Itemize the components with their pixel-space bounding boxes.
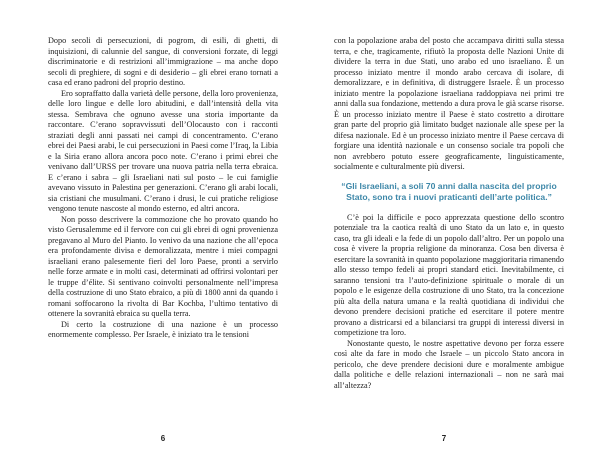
paragraph: con la popolazione araba del posto che accampava diritti sulla stessa terra, e che, tragicamente, rifiutò la proposta delle Nazioni Unite di dividere la terra in due Stati, uno arabo ed uno israeliano. È un processo iniziato mentre il mondo arabo cercava di isolare, di demoralizzare, e in definitiva, di distruggere Israele. È un processo iniziato mentre la popolazione israeliana raddoppiava nei primi tre anni dalla sua fondazione, mettendo a dura prova le già scarse risorse. È un processo iniziato mentre il Paese è stato costretto a dirottare gran parte del proprio già limitato budget nazionale alle spese per la difesa nazionale. Ed è un processo iniziato mentre il Paese cercava di forgiare una identità nazionale e un consenso sociale tra popoli che non avrebbero potuto essere geograficamente, linguisticamente, socialmente e culturalmente più diversi. bbox=[334, 36, 564, 171]
left-page-text-column bbox=[48, 36, 278, 341]
paragraph: C’è poi la difficile e poco apprezzata questione dello scontro potenziale tra la caotica realtà di uno Stato da un lato e, in questo caso, tra gli ideali e la fede di un popolo dall’altro. Per un popolo una cosa è vivere la propria religione da minoranza. Cosa ben diversa è esercitare la sovranità in quanto popolazione maggioritaria rimanendo allo stesso tempo fedeli ai propri standard etici. Inevitabilmente, ci saranno tensioni tra l’auto-definizione spirituale o morale di un popolo e le esigenze della costruzione di uno Stato, tra la concezione più alta della natura umana e la realtà quotidiana di individui che devono prendere decisioni pratiche ed esercitare il potere mentre provano a districarsi ed a bilanciarsi tra gruppi di interessi diversi in competizione tra loro. bbox=[334, 212, 564, 337]
paragraph: Dopo secoli di persecuzioni, di pogrom, di esili, di ghetti, di inquisizioni, di calunnie del sangue, di conversioni forzate, di leggi discriminatorie e di restrizioni all’immigrazione – ma anche dopo secoli di preghiere, di sogni e di desiderio – gli ebrei erano tornati a casa ed erano padroni del proprio destino. bbox=[48, 36, 278, 87]
page-number-right: 7 bbox=[441, 434, 447, 443]
paragraph: Ero sopraffatto dalla varietà delle persone, della loro provenienza, delle loro lingue e delle loro abitudini, e dall’intensità della vita stessa. Sembrava che ognuno avesse una storia importante da raccontare. C’erano sopravvissuti dell’Olocausto con i racconti straziati degli anni passati nei campi di concentramento. C’erano ebrei dei Paesi arabi, le cui persecuzioni in Paesi come l’Iraq, la Libia e la Siria erano allora ancora poco note. C’erano i primi ebrei che venivano dall’URSS per trovare una nuova patria nella terra ebraica. E c’erano i sabra – gli Israeliani nati sul posto – le cui famiglie avevano vissuto in Palestina per generazioni. C’erano gli arabi locali, sia cristiani che musulmani. C’erano i drusi, le cui pratiche religiose vengono tenute nascoste al mondo esterno, ed altri ancora. bbox=[48, 88, 278, 213]
paragraph: Non posso descrivere la commozione che ho provato quando ho visto Gerusalemme ed il fervore con cui gli ebrei di ogni provenienza pregavano al Muro del Pianto. Io venivo da una nazione che all’epoca era profondamente divisa e demoralizzata, mentre i miei compagni israeliani erano palesemente fieri del loro Paese, pronti a servirlo nelle forze armate e in molti casi, determinati ad offrirsi volontari per le truppe d’élite. Si sentivano coinvolti personalmente nell’impresa della costruzione di uno Stato ebraico, a più di 1800 anni da quando i romani soffocarono la rivolta di Bar Kochba, l’ultimo tentativo di ottenere la sovranità ebraica su quella terra. bbox=[48, 214, 278, 318]
page-number-left: 6 bbox=[160, 434, 166, 443]
right-page bbox=[300, 0, 600, 463]
paragraph: Nonostante questo, le nostre aspettative devono per forza essere così alte da fare in modo che Israele – un piccolo Stato ancora in pericolo, che deve prendere decisioni dure e moralmente ambigue dalla politiche e delle relazioni internazionali – non ne sarà mai all’altezza? bbox=[334, 338, 564, 390]
paragraph: Di certo la costruzione di una nazione è un processo enormemente complesso. Per Israele, è iniziato tra le tensioni bbox=[48, 319, 278, 339]
right-page-text-column bbox=[334, 36, 564, 391]
pull-quote: “Gli Israeliani, a soli 70 anni dalla nascita del proprio Stato, sono tra i nuovi praticanti dell’arte politica.” bbox=[341, 180, 557, 202]
